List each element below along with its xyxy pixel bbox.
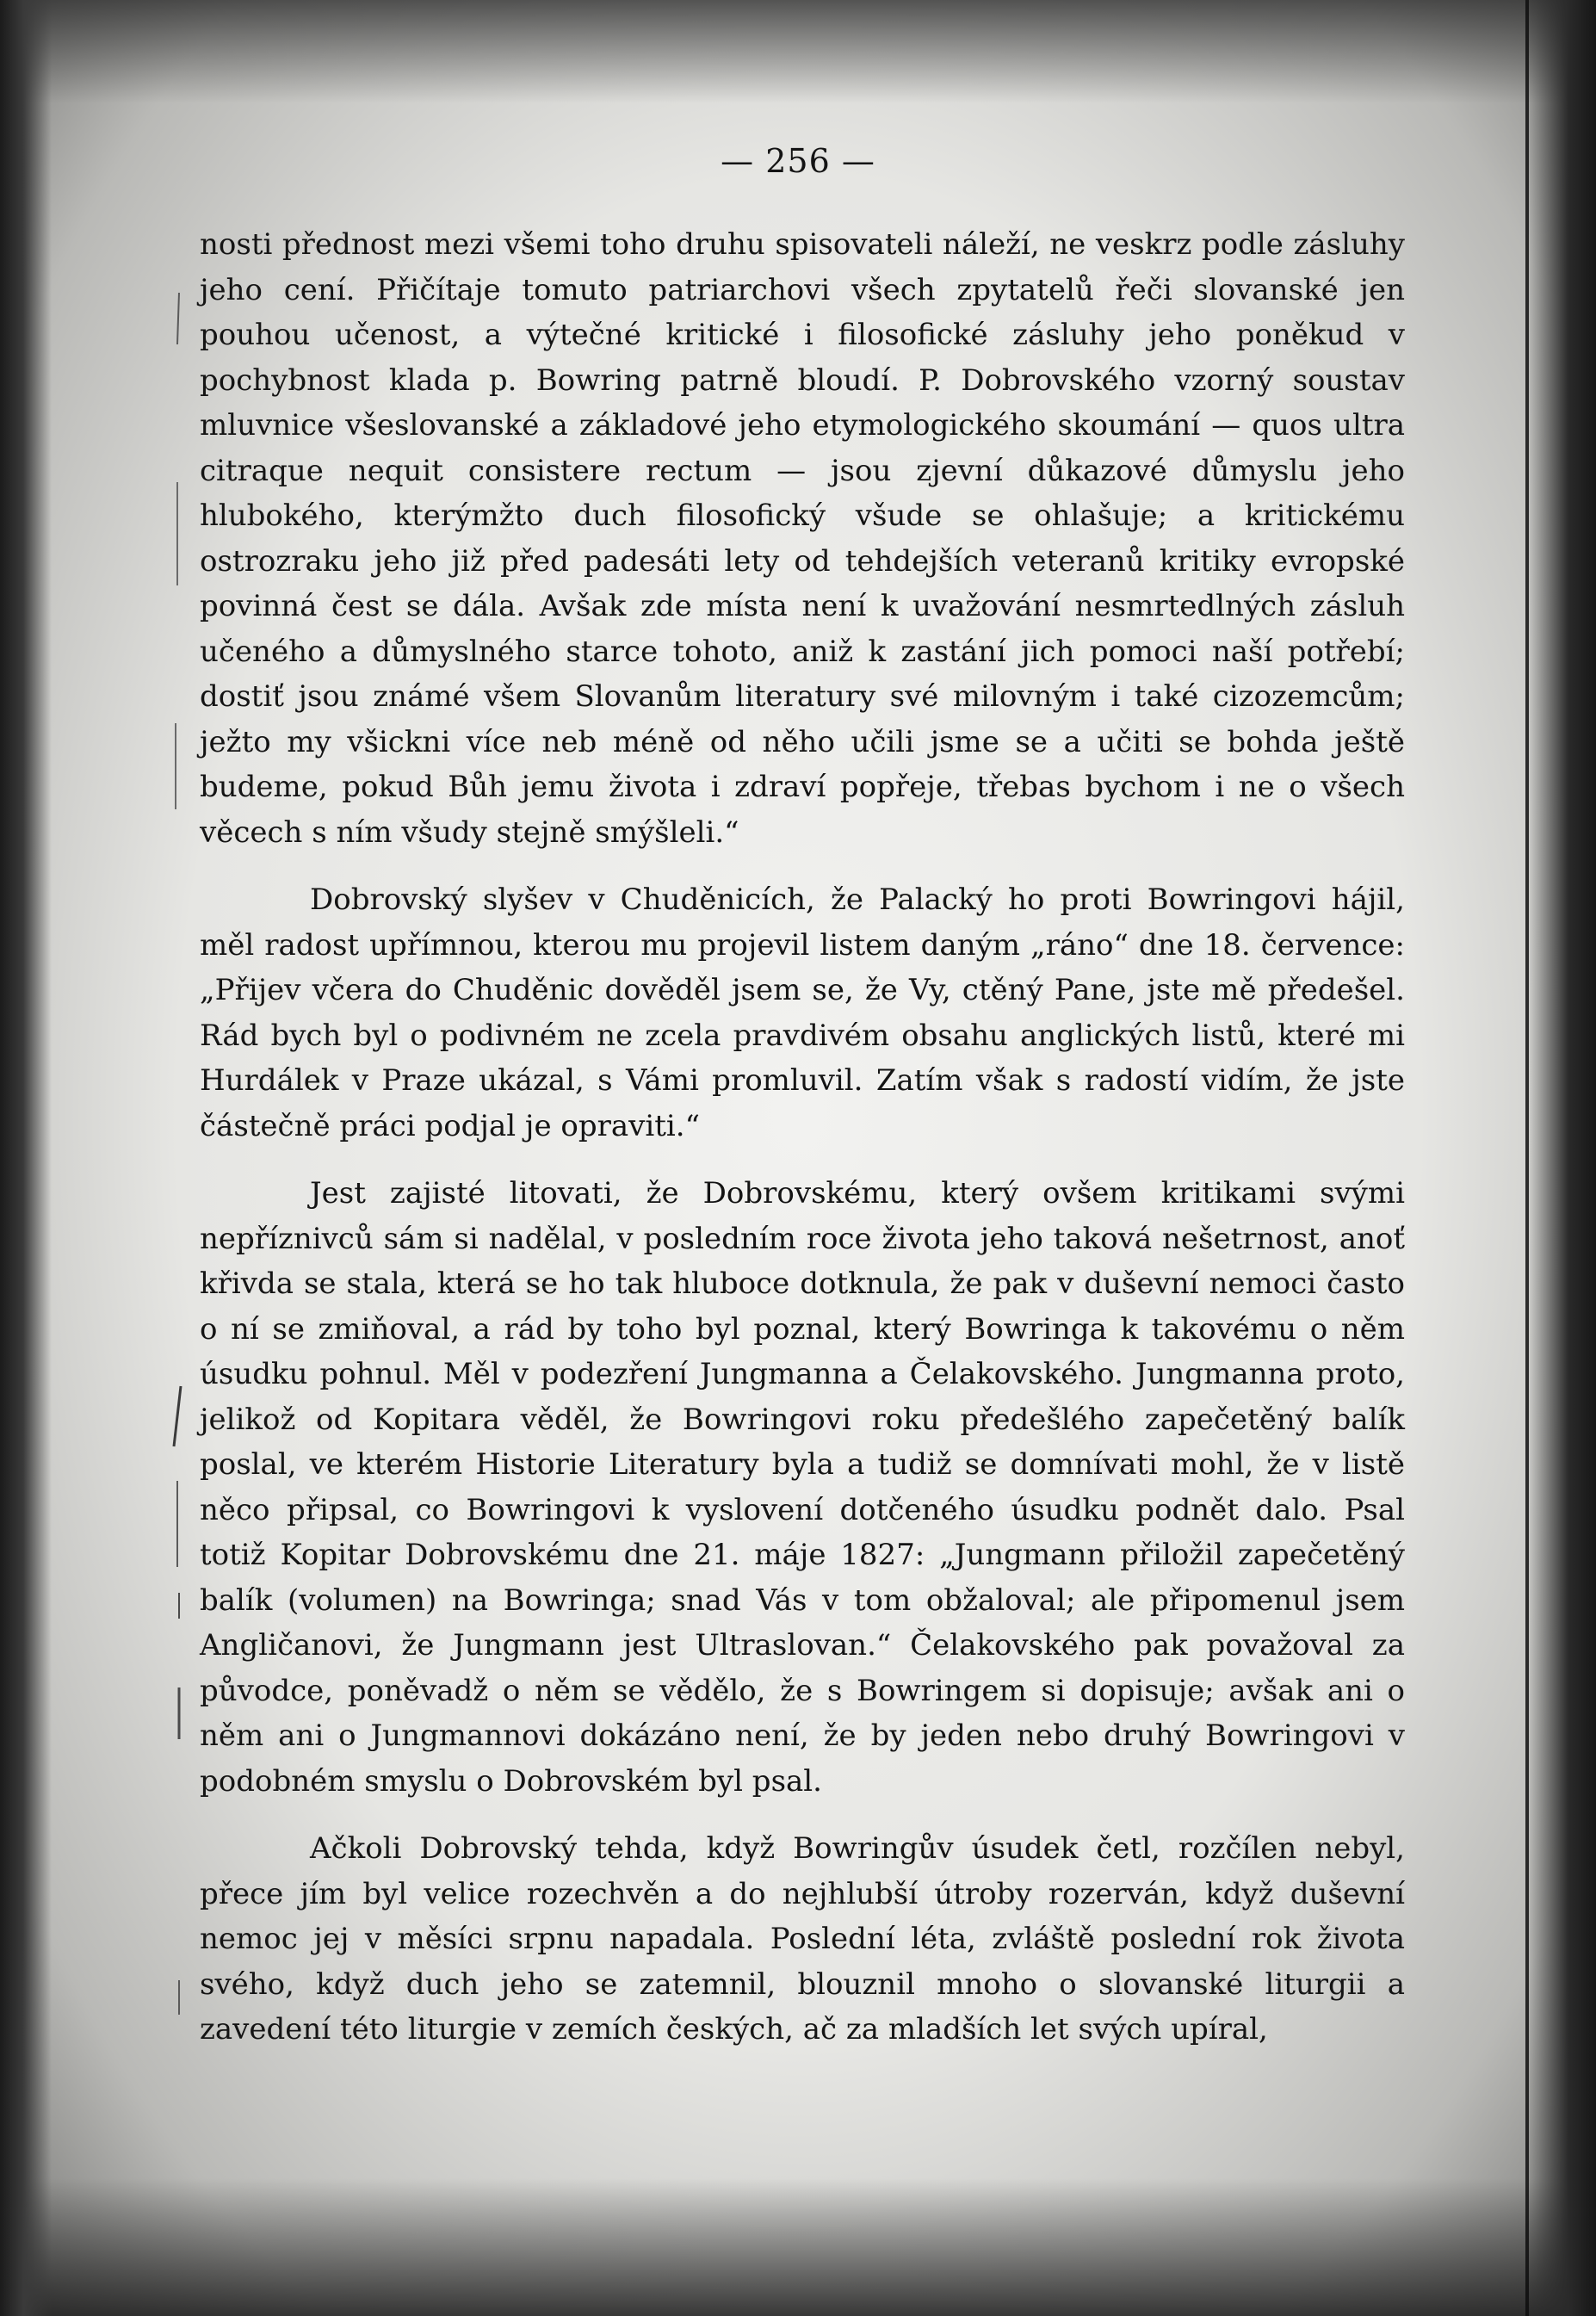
paragraph: nosti přednost mezi všemi toho druhu spisovateli náleží, ne veskrz podle zásluhy jeho cení. Přičítaje tomuto patriarchovi všech zpytatelů řeči slovanské jen pouhou učenost, a výtečné kritické i filosofické zásluhy jeho poněkud v pochybnost klada p. Bowring patrně bloudí. P. Dobrovského vzorný soustav mluvnice všeslovanské a základové jeho etymologického skoumání — quos ultra citraque nequit consistere rectum — jsou zjevní důkazové důmyslu jeho hlubokého, kterýmžto duch filosofický všude se ohlašuje; a kritickému ostrozraku jeho již před padesáti lety od tehdejších veteranů kritiky evropské povinná čest se dála. Avšak zde místa není k uvažování nesmrtedlných zásluh učeného a důmyslného starce tohoto, aniž k zastání jich pomoci naší potřebí; dostiť jsou známé všem Slovanům literatury své milovným i také cizozemcům; ježto my všickni více neb méně od něho učili jsme se a učiti se bohda ještě budeme, pokud Bůh jemu života i zdraví popřeje, třebas bychom i ne o všech věcech s ním všudy stejně smýšleli.“ — [200, 227, 1405, 850]
paragraph: Jest zajisté litovati, že Dobrovskému, který ovšem kritikami svými nepříznivců sám si nadělal, v posledním roce života jeho taková nešetrnost, anoť křivda se stala, která se ho tak hluboce dotknula, že pak v duševní nemoci často o ní se zmiňoval, a rád by toho byl poznal, který Bowringa k takovému o něm úsudku pohnul. Měl v podezření Jungmanna a Čelakovského. Jungmanna proto, jelikož od Kopitara věděl, že Bowringovi roku předešlého zapečetěný balík poslal, ve kterém Historie Literatury byla a tudiž se domnívati mohl, že v listě něco připsal, co Bowringovi k vyslovení dotčeného úsudku podnět dalo. Psal totiž Kopitar Dobrovskému dne 21. máje 1827: „Jungmann přiložil zapečetěný balík (volumen) na Bowringa; snad Vás v tom obžaloval; ale připomenul jsem Angličanovi, že Jungmann jest Ultraslovan.“ Čelakovského pak považoval za původce, poněvadž o něm se vědělo, že s Bowringem si dopisuje; avšak ani o něm ani o Jungmannovi dokázáno není, že by jeden nebo druhý Bowringovi v podobném smyslu o Dobrovském byl psal. — [200, 1176, 1405, 1799]
scan-shadow-bottom — [0, 2178, 1596, 2316]
scan-shadow-right — [1527, 0, 1596, 2316]
page-edge-line — [1525, 0, 1529, 2316]
page-number: — 256 — — [721, 142, 875, 180]
scan-shadow-top — [0, 0, 1596, 103]
scan-shadow-left — [0, 0, 52, 2316]
body-text — [200, 222, 1405, 2053]
paragraph: Ačkoli Dobrovský tehda, když Bowringův úsudek četl, rozčílen nebyl, přece jím byl velice rozechvěn a do nejhlubší útroby rozerván, když duševní nemoc jej v měsíci srpnu napadala. Poslední léta, zvláště poslední rok života svého, když duch jeho se zatemnil, blouznil mnoho o slovanské liturgii a zavedení této liturgie v zemích českých, ač za mladších let svých upíral, — [200, 1831, 1405, 2047]
margin-pencil-marks — [169, 293, 195, 2015]
paragraph: Dobrovský slyšev v Chuděnicích, že Palacký ho proti Bowringovi hájil, měl radost upřímnou, kterou mu projevil listem daným „ráno“ dne 18. července: „Přijev včera do Chuděnic dověděl jsem se, že Vy, ctěný Pane, jste mě předešel. Rád bych byl o podivném ne zcela pravdivém obsahu anglických listů, které mi Hurdálek v Praze ukázal, s Vámi promluvil. Zatím však s radostí vidím, že jste částečně práci podjal je opraviti.“ — [200, 882, 1405, 1143]
